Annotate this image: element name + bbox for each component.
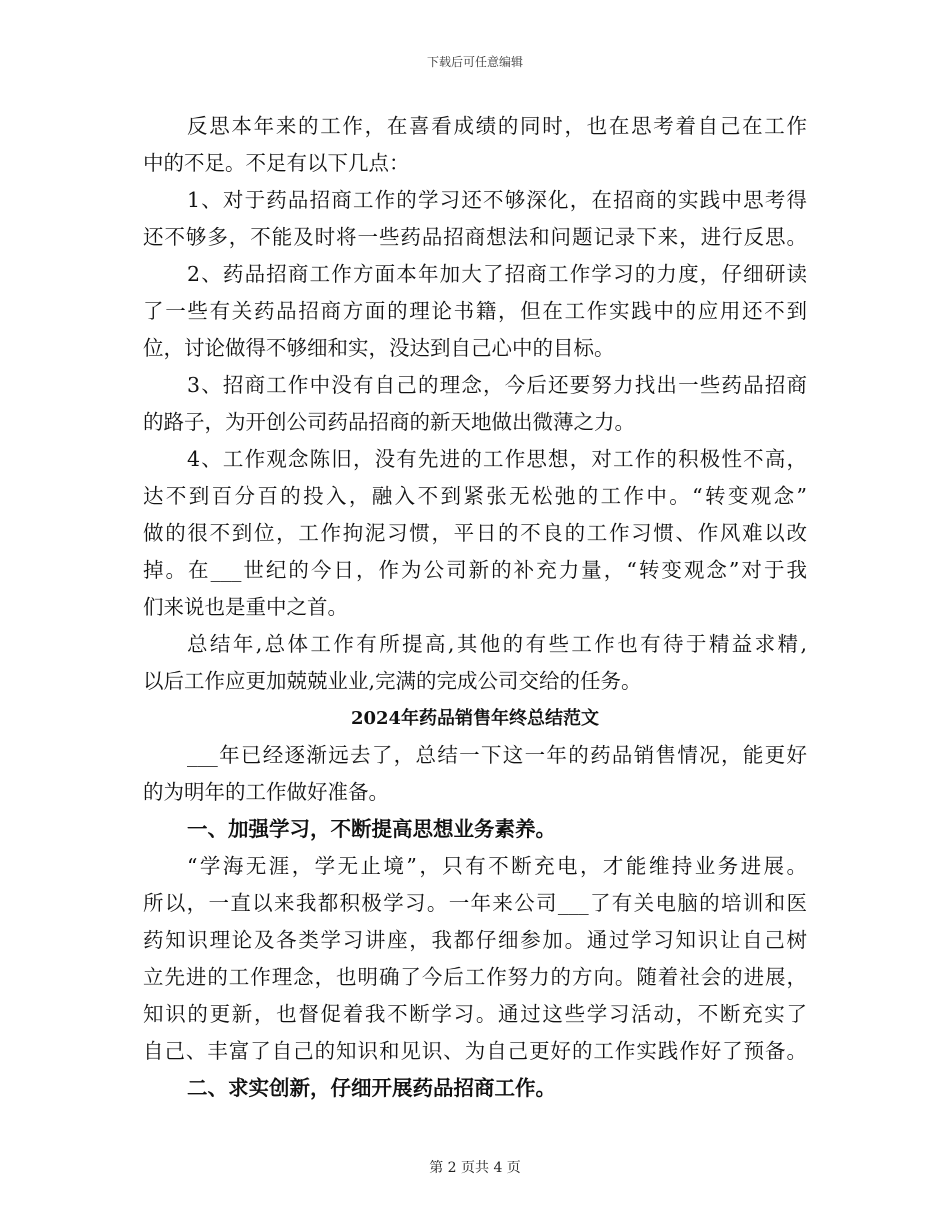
section-heading: 一、加强学习，不断提高思想业务素养。: [187, 817, 556, 841]
paragraph-line: 总结年,总体工作有所提高,其他的有些工作也有待于精益求精,: [187, 632, 807, 656]
paragraph-line: 药知识理论及各类学习讲座，我都仔细参加。通过学习知识让自己树: [143, 928, 807, 952]
paragraph-line: 做的很不到位，工作拘泥习惯，平日的不良的工作习惯、作风难以改: [143, 521, 807, 545]
paragraph-line: 知识的更新，也督促着我不断学习。通过这些学习活动，不断充实了: [143, 1002, 807, 1026]
paragraph-line: 掉。在___世纪的今日，作为公司新的补充力量，“转变观念”对于我: [143, 558, 807, 582]
page-header: 下载后可任意编辑: [426, 55, 523, 69]
paragraph-line: 的为明年的工作做好准备。: [143, 780, 389, 804]
paragraph-line: 的路子，为开创公司药品招商的新天地做出微薄之力。: [143, 410, 635, 434]
paragraph-line: 位，讨论做得不够细和实，没达到自己心中的目标。: [143, 336, 615, 360]
paragraph-line: 以后工作应更加兢兢业业,完满的完成公司交给的任务。: [143, 669, 642, 693]
paragraph-line: 4、工作观念陈旧，没有先进的工作思想，对工作的积极性不高，: [187, 447, 807, 471]
paragraph-line: “学海无涯，学无止境”，只有不断充电，才能维持业务进展。: [187, 854, 807, 878]
paragraph-line: 达不到百分百的投入，融入不到紧张无松弛的工作中。“转变观念”: [143, 484, 807, 508]
paragraph-line: 立先进的工作理念，也明确了今后工作努力的方向。随着社会的进展，: [143, 965, 807, 989]
paragraph-line: 们来说也是重中之首。: [143, 595, 348, 619]
paragraph-line: 中的不足。不足有以下几点：: [143, 151, 410, 175]
section-heading: 二、求实创新，仔细开展药品招商工作。: [187, 1076, 556, 1100]
paragraph-line: 所以，一直以来我都积极学习。一年来公司___了有关电脑的培训和医: [143, 891, 807, 915]
paragraph-line: 3、招商工作中没有自己的理念，今后还要努力找出一些药品招商: [187, 373, 807, 397]
document-body: [143, 108, 807, 1107]
paragraph-line: 自己、丰富了自己的知识和见识、为自己更好的工作实践作好了预备。: [143, 1039, 807, 1063]
paragraph-line: 了一些有关药品招商方面的理论书籍，但在工作实践中的应用还不到: [143, 299, 807, 323]
paragraph-line: 反思本年来的工作，在喜看成绩的同时，也在思考着自己在工作: [187, 114, 807, 138]
paragraph-line: 1、对于药品招商工作的学习还不够深化，在招商的实践中思考得: [187, 188, 807, 212]
section-title: 2024年药品销售年终总结范文: [350, 708, 600, 729]
paragraph-line: ___年已经逐渐远去了，总结一下这一年的药品销售情况，能更好: [187, 743, 807, 767]
paragraph-line: 2、药品招商工作方面本年加大了招商工作学习的力度，仔细研读: [187, 262, 807, 286]
page-footer: 第 2 页共 4 页: [429, 1160, 521, 1176]
paragraph-line: 还不够多，不能及时将一些药品招商想法和问题记录下来，进行反思。: [143, 225, 807, 249]
